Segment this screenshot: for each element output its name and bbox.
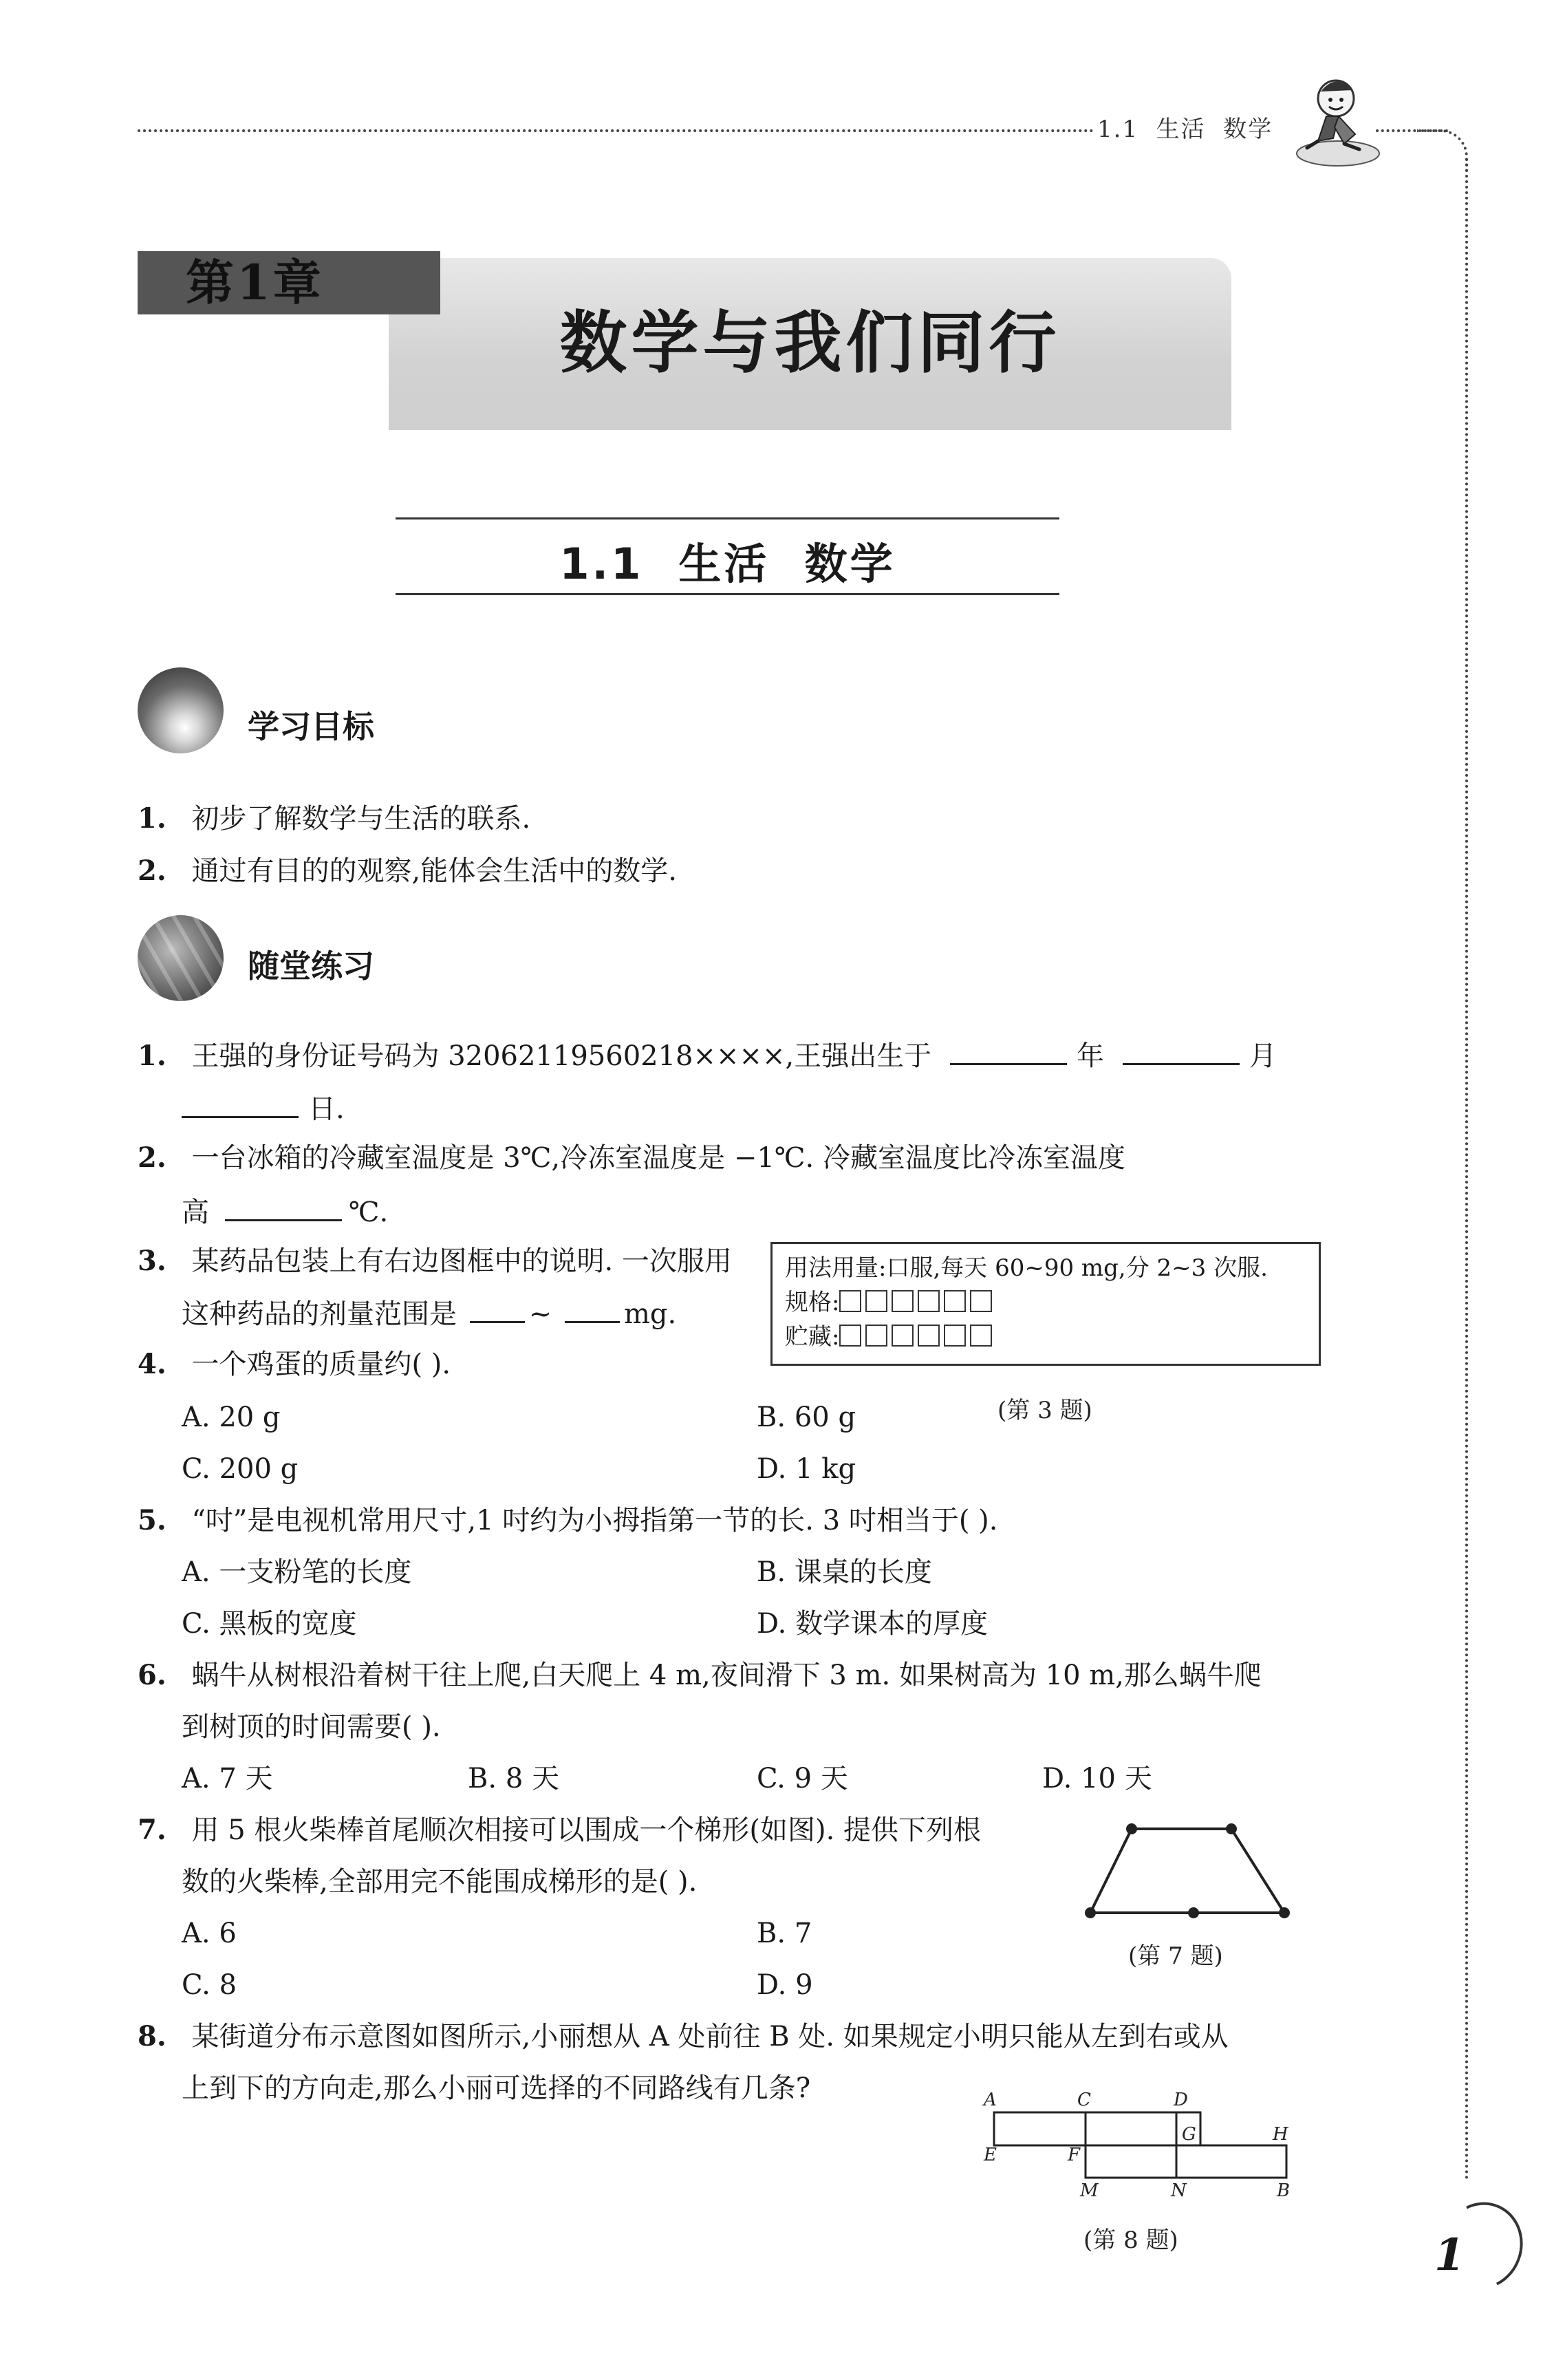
running-title: 1.1 生活 数学: [1097, 116, 1273, 143]
option-d[interactable]: D. 1 kg: [757, 1453, 856, 1485]
trapezoid-figure: [1080, 1816, 1300, 1927]
option-b[interactable]: B. 8 天: [468, 1763, 559, 1794]
option-a[interactable]: A. 6: [182, 1918, 237, 1949]
answer-blank[interactable]: [225, 1192, 342, 1221]
figure-caption: (第 7 题): [1128, 1942, 1223, 1970]
page-number: 1: [1434, 2229, 1465, 2281]
chapter-title: 数学与我们同行: [559, 304, 1061, 383]
question-8-cont: 上到下的方向走,那么小丽可选择的不同路线有几条?: [182, 2072, 811, 2104]
option-c[interactable]: C. 200 g: [182, 1453, 299, 1485]
practice-ball-icon: [138, 915, 224, 1001]
question-7-cont: 数的火柴棒,全部用完不能围成梯形的是( ).: [182, 1866, 698, 1898]
practice-heading: 随堂练习: [248, 947, 374, 985]
map-label-m: M: [1080, 2180, 1099, 2201]
section-rule-bottom: [396, 593, 1059, 595]
page-border-right: [1465, 158, 1468, 2181]
option-d[interactable]: D. 数学课本的厚度: [757, 1608, 989, 1640]
map-label-b: B: [1277, 2180, 1291, 2201]
answer-blank[interactable]: [565, 1294, 620, 1323]
figure-caption: (第 3 题): [997, 1397, 1092, 1424]
answer-blank[interactable]: [950, 1036, 1067, 1065]
street-map-figure: [977, 2078, 1307, 2209]
question-1-cont: 日.: [182, 1089, 345, 1128]
question-8: 8. 某街道分布示意图如图所示,小丽想从 A 处前往 B 处. 如果规定小明只能从左到右或从: [138, 2020, 1229, 2052]
question-2-cont: 高 ℃.: [182, 1192, 388, 1232]
question-6: 6. 蜗牛从树根沿着树干往上爬,白天爬上 4 m,夜间滑下 3 m. 如果树高为 10 m,那么蜗牛爬: [138, 1659, 1262, 1691]
map-label-d: D: [1174, 2090, 1188, 2110]
goal-item: 2. 通过有目的的观察,能体会生活中的数学.: [138, 855, 677, 887]
option-b[interactable]: B. 60 g: [757, 1402, 856, 1433]
option-c[interactable]: C. 黑板的宽度: [182, 1608, 357, 1640]
answer-blank[interactable]: [1123, 1036, 1240, 1065]
map-label-n: N: [1171, 2180, 1187, 2201]
map-label-f: F: [1068, 2145, 1081, 2165]
header-rule: [138, 129, 1094, 132]
map-label-c: C: [1077, 2090, 1091, 2110]
figure-caption: (第 8 题): [1083, 2227, 1178, 2254]
chapter-label: 第1章: [186, 254, 324, 311]
question-2: 2. 一台冰箱的冷藏室温度是 3℃,冷冻室温度是 −1℃. 冷藏室温度比冷冻室温度: [138, 1141, 1125, 1174]
option-d[interactable]: D. 10 天: [1042, 1763, 1152, 1794]
option-a[interactable]: A. 20 g: [182, 1402, 281, 1433]
map-label-g: G: [1182, 2124, 1196, 2145]
answer-blank[interactable]: [470, 1294, 525, 1323]
option-b[interactable]: B. 7: [757, 1918, 812, 1949]
option-c[interactable]: C. 8: [182, 1969, 237, 2001]
option-d[interactable]: D. 9: [757, 1969, 813, 2001]
question-3-cont: 这种药品的剂量范围是 ~ mg.: [182, 1294, 676, 1333]
option-c[interactable]: C. 9 天: [757, 1763, 848, 1794]
mascot-icon: [1293, 72, 1383, 169]
map-label-a: A: [984, 2090, 997, 2110]
option-b[interactable]: B. 课桌的长度: [757, 1556, 932, 1588]
goals-ball-icon: [138, 667, 224, 753]
goals-heading: 学习目标: [248, 708, 374, 745]
page-border-corner: [1417, 129, 1468, 173]
question-4: 4. 一个鸡蛋的质量约( ).: [138, 1348, 451, 1380]
section-rule-top: [396, 517, 1059, 519]
question-7: 7. 用 5 根火柴棒首尾顺次相接可以围成一个梯形(如图). 提供下列根: [138, 1814, 982, 1846]
section-title: 1.1 生活 数学: [559, 539, 896, 589]
question-6-cont: 到树顶的时间需要( ).: [182, 1711, 441, 1743]
option-a[interactable]: A. 一支粉笔的长度: [182, 1556, 412, 1588]
medicine-label-box: 用法用量:口服,每天 60~90 mg,分 2~3 次服. 规格: 贮藏:: [770, 1242, 1321, 1366]
question-3: 3. 某药品包装上有右边图框中的说明. 一次服用: [138, 1245, 732, 1277]
question-1: 1. 王强的身份证号码为 32062119560218××××,王强出生于 年 月: [138, 1036, 1277, 1075]
option-a[interactable]: A. 7 天: [182, 1763, 273, 1794]
question-5: 5. “吋”是电视机常用尺寸,1 吋约为小拇指第一节的长. 3 吋相当于( ).: [138, 1504, 998, 1536]
map-label-e: E: [984, 2145, 997, 2165]
goal-item: 1. 初步了解数学与生活的联系.: [138, 802, 531, 835]
map-label-h: H: [1273, 2124, 1288, 2145]
answer-blank[interactable]: [182, 1089, 299, 1118]
